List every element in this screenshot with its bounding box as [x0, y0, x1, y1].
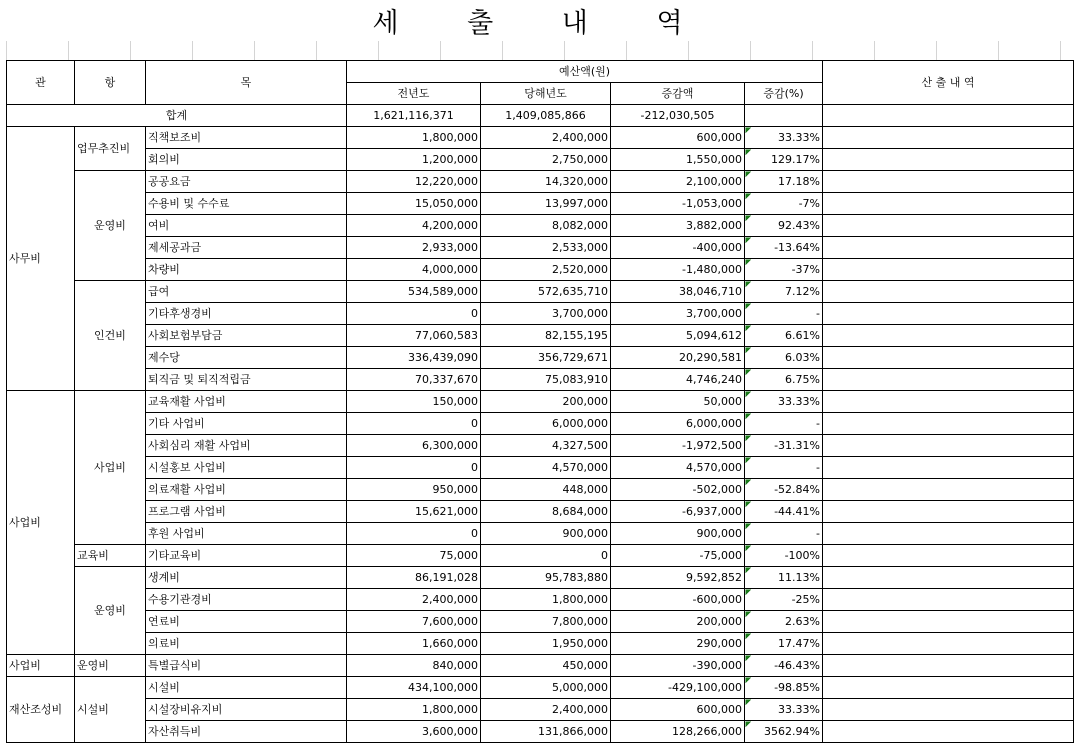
prev-year-cell[interactable]: 950,000: [347, 479, 481, 501]
basis-cell[interactable]: [823, 303, 1074, 325]
mok-cell[interactable]: 사회심리 재활 사업비: [146, 435, 347, 457]
mok-cell[interactable]: 제세공과금: [146, 237, 347, 259]
pct-cell[interactable]: 6.61%: [745, 325, 823, 347]
diff-cell[interactable]: 6,000,000: [611, 413, 745, 435]
prev-year-cell[interactable]: 0: [347, 303, 481, 325]
gwan-cell[interactable]: 사업비: [7, 655, 75, 677]
mok-cell[interactable]: 시설홍보 사업비: [146, 457, 347, 479]
pct-cell[interactable]: 11.13%: [745, 567, 823, 589]
table-row: [7, 413, 1074, 435]
basis-cell[interactable]: [823, 259, 1074, 281]
curr-year-cell[interactable]: 356,729,671: [481, 347, 611, 369]
mok-cell[interactable]: 프로그램 사업비: [146, 501, 347, 523]
curr-year-cell[interactable]: 3,700,000: [481, 303, 611, 325]
header-gwan[interactable]: 관: [7, 61, 75, 105]
mok-cell[interactable]: 특별급식비: [146, 655, 347, 677]
curr-year-cell[interactable]: 131,866,000: [481, 721, 611, 743]
diff-cell[interactable]: -1,972,500: [611, 435, 745, 457]
curr-year-cell[interactable]: 2,400,000: [481, 699, 611, 721]
basis-cell[interactable]: [823, 633, 1074, 655]
pct-cell[interactable]: 6.03%: [745, 347, 823, 369]
curr-year-cell[interactable]: 1,950,000: [481, 633, 611, 655]
table-row: [7, 171, 1074, 193]
basis-cell[interactable]: [823, 501, 1074, 523]
diff-cell[interactable]: 4,746,240: [611, 369, 745, 391]
prev-year-cell[interactable]: 15,050,000: [347, 193, 481, 215]
prev-year-cell[interactable]: 150,000: [347, 391, 481, 413]
prev-year-cell[interactable]: 1,800,000: [347, 699, 481, 721]
diff-cell[interactable]: 5,094,612: [611, 325, 745, 347]
prev-year-cell[interactable]: 12,220,000: [347, 171, 481, 193]
diff-cell[interactable]: -6,937,000: [611, 501, 745, 523]
pct-cell[interactable]: 7.12%: [745, 281, 823, 303]
diff-cell[interactable]: -75,000: [611, 545, 745, 567]
pct-cell[interactable]: -: [745, 523, 823, 545]
diff-cell[interactable]: 20,290,581: [611, 347, 745, 369]
mok-cell[interactable]: 수용기관경비: [146, 589, 347, 611]
diff-cell[interactable]: 600,000: [611, 127, 745, 149]
pct-cell[interactable]: 17.47%: [745, 633, 823, 655]
mok-cell[interactable]: 사회보험부담금: [146, 325, 347, 347]
curr-year-cell[interactable]: 8,684,000: [481, 501, 611, 523]
basis-cell[interactable]: [823, 457, 1074, 479]
table-row: [7, 677, 1074, 699]
spreadsheet-gridlines: [6, 41, 1079, 60]
curr-year-cell[interactable]: 450,000: [481, 655, 611, 677]
prev-year-cell[interactable]: 4,000,000: [347, 259, 481, 281]
diff-cell[interactable]: -429,100,000: [611, 677, 745, 699]
mok-cell[interactable]: 후원 사업비: [146, 523, 347, 545]
diff-cell[interactable]: 200,000: [611, 611, 745, 633]
table-row: [7, 347, 1074, 369]
basis-cell[interactable]: [823, 127, 1074, 149]
mok-cell[interactable]: 연료비: [146, 611, 347, 633]
prev-year-cell[interactable]: 2,400,000: [347, 589, 481, 611]
mok-cell[interactable]: 시설비: [146, 677, 347, 699]
prev-year-cell[interactable]: 0: [347, 413, 481, 435]
header-budget[interactable]: 예산액(원): [347, 61, 823, 83]
basis-cell[interactable]: [823, 435, 1074, 457]
hang-cell[interactable]: 운영비: [75, 567, 146, 655]
diff-cell[interactable]: 38,046,710: [611, 281, 745, 303]
total-pct[interactable]: [745, 105, 823, 127]
prev-year-cell[interactable]: 434,100,000: [347, 677, 481, 699]
total-diff[interactable]: -212,030,505: [611, 105, 745, 127]
table-row: [7, 281, 1074, 303]
diff-cell[interactable]: 2,100,000: [611, 171, 745, 193]
basis-cell[interactable]: [823, 237, 1074, 259]
diff-cell[interactable]: 9,592,852: [611, 567, 745, 589]
diff-cell[interactable]: -600,000: [611, 589, 745, 611]
diff-cell[interactable]: 1,550,000: [611, 149, 745, 171]
diff-cell[interactable]: -1,053,000: [611, 193, 745, 215]
diff-cell[interactable]: 900,000: [611, 523, 745, 545]
diff-cell[interactable]: 128,266,000: [611, 721, 745, 743]
mok-cell[interactable]: 기타후생경비: [146, 303, 347, 325]
curr-year-cell[interactable]: 75,083,910: [481, 369, 611, 391]
mok-cell[interactable]: 기타교육비: [146, 545, 347, 567]
mok-cell[interactable]: 차량비: [146, 259, 347, 281]
prev-year-cell[interactable]: 336,439,090: [347, 347, 481, 369]
hang-cell[interactable]: 운영비: [75, 655, 146, 677]
diff-cell[interactable]: 50,000: [611, 391, 745, 413]
table-row: [7, 215, 1074, 237]
mok-cell[interactable]: 수용비 및 수수료: [146, 193, 347, 215]
pct-cell[interactable]: -44.41%: [745, 501, 823, 523]
table-row: [7, 149, 1074, 171]
curr-year-cell[interactable]: 14,320,000: [481, 171, 611, 193]
pct-cell[interactable]: 33.33%: [745, 699, 823, 721]
basis-cell[interactable]: [823, 171, 1074, 193]
table-row: [7, 589, 1074, 611]
mok-cell[interactable]: 교육재활 사업비: [146, 391, 347, 413]
curr-year-cell[interactable]: 2,533,000: [481, 237, 611, 259]
total-row: [7, 105, 1074, 127]
pct-cell[interactable]: 33.33%: [745, 127, 823, 149]
pct-cell[interactable]: -98.85%: [745, 677, 823, 699]
header-hang[interactable]: 항: [75, 61, 146, 105]
gwan-cell[interactable]: 사업비: [7, 391, 75, 655]
curr-year-cell[interactable]: 13,997,000: [481, 193, 611, 215]
basis-cell[interactable]: [823, 149, 1074, 171]
basis-cell[interactable]: [823, 369, 1074, 391]
prev-year-cell[interactable]: 4,200,000: [347, 215, 481, 237]
header-mok[interactable]: 목: [146, 61, 347, 105]
mok-cell[interactable]: 시설장비유지비: [146, 699, 347, 721]
curr-year-cell[interactable]: 1,800,000: [481, 589, 611, 611]
prev-year-cell[interactable]: 1,800,000: [347, 127, 481, 149]
pct-cell[interactable]: -: [745, 457, 823, 479]
curr-year-cell[interactable]: 82,155,195: [481, 325, 611, 347]
prev-year-cell[interactable]: 86,191,028: [347, 567, 481, 589]
mok-cell[interactable]: 자산취득비: [146, 721, 347, 743]
table-row: [7, 611, 1074, 633]
gwan-cell[interactable]: 재산조성비: [7, 677, 75, 743]
hang-cell[interactable]: 업무추진비: [75, 127, 146, 171]
curr-year-cell[interactable]: 2,750,000: [481, 149, 611, 171]
expenditure-table: [6, 60, 1074, 743]
gwan-cell[interactable]: 사무비: [7, 127, 75, 391]
pct-cell[interactable]: -52.84%: [745, 479, 823, 501]
curr-year-cell[interactable]: 572,635,710: [481, 281, 611, 303]
pct-cell[interactable]: -100%: [745, 545, 823, 567]
header-diff[interactable]: 증감액: [611, 83, 745, 105]
table-row: [7, 435, 1074, 457]
basis-cell[interactable]: [823, 347, 1074, 369]
basis-cell[interactable]: [823, 545, 1074, 567]
pct-cell[interactable]: 92.43%: [745, 215, 823, 237]
table-row: [7, 391, 1074, 413]
table-row: [7, 523, 1074, 545]
prev-year-cell[interactable]: 1,200,000: [347, 149, 481, 171]
mok-cell[interactable]: 공공요금: [146, 171, 347, 193]
hang-cell[interactable]: 시설비: [75, 677, 146, 743]
mok-cell[interactable]: 의료비: [146, 633, 347, 655]
curr-year-cell[interactable]: 4,327,500: [481, 435, 611, 457]
table-row: [7, 721, 1074, 743]
page-title: 세 출 내 역: [372, 8, 713, 39]
curr-year-cell[interactable]: 900,000: [481, 523, 611, 545]
prev-year-cell[interactable]: 534,589,000: [347, 281, 481, 303]
total-curr[interactable]: 1,409,085,866: [481, 105, 611, 127]
curr-year-cell[interactable]: 4,570,000: [481, 457, 611, 479]
basis-cell[interactable]: [823, 391, 1074, 413]
diff-cell[interactable]: 4,570,000: [611, 457, 745, 479]
mok-cell[interactable]: 직책보조비: [146, 127, 347, 149]
mok-cell[interactable]: 생계비: [146, 567, 347, 589]
table-row: [7, 501, 1074, 523]
mok-cell[interactable]: 기타 사업비: [146, 413, 347, 435]
table-row: [7, 193, 1074, 215]
pct-cell[interactable]: 6.75%: [745, 369, 823, 391]
prev-year-cell[interactable]: 2,933,000: [347, 237, 481, 259]
prev-year-cell[interactable]: 840,000: [347, 655, 481, 677]
hang-cell[interactable]: 교육비: [75, 545, 146, 567]
diff-cell[interactable]: -400,000: [611, 237, 745, 259]
curr-year-cell[interactable]: 5,000,000: [481, 677, 611, 699]
mok-cell[interactable]: 여비: [146, 215, 347, 237]
pct-cell[interactable]: -31.31%: [745, 435, 823, 457]
table-row: [7, 567, 1074, 589]
prev-year-cell[interactable]: 75,000: [347, 545, 481, 567]
hang-cell[interactable]: 인건비: [75, 281, 146, 391]
table-row: [7, 699, 1074, 721]
basis-cell[interactable]: [823, 193, 1074, 215]
pct-cell[interactable]: -46.43%: [745, 655, 823, 677]
pct-cell[interactable]: -: [745, 413, 823, 435]
table-row: [7, 237, 1074, 259]
diff-cell[interactable]: -502,000: [611, 479, 745, 501]
basis-cell[interactable]: [823, 413, 1074, 435]
prev-year-cell[interactable]: 77,060,583: [347, 325, 481, 347]
basis-cell[interactable]: [823, 523, 1074, 545]
curr-year-cell[interactable]: 200,000: [481, 391, 611, 413]
prev-year-cell[interactable]: 3,600,000: [347, 721, 481, 743]
hang-cell[interactable]: 사업비: [75, 391, 146, 545]
diff-cell[interactable]: 3,700,000: [611, 303, 745, 325]
curr-year-cell[interactable]: 2,520,000: [481, 259, 611, 281]
prev-year-cell[interactable]: 70,337,670: [347, 369, 481, 391]
table-row: [7, 457, 1074, 479]
basis-cell[interactable]: [823, 589, 1074, 611]
prev-year-cell[interactable]: 0: [347, 457, 481, 479]
table-row: [7, 545, 1074, 567]
pct-cell[interactable]: 129.17%: [745, 149, 823, 171]
mok-cell[interactable]: 회의비: [146, 149, 347, 171]
table-row: [7, 479, 1074, 501]
curr-year-cell[interactable]: 0: [481, 545, 611, 567]
basis-cell[interactable]: [823, 567, 1074, 589]
mok-cell[interactable]: 퇴직금 및 퇴직적립금: [146, 369, 347, 391]
pct-cell[interactable]: 17.18%: [745, 171, 823, 193]
basis-cell[interactable]: [823, 699, 1074, 721]
prev-year-cell[interactable]: 7,600,000: [347, 611, 481, 633]
basis-cell[interactable]: [823, 479, 1074, 501]
prev-year-cell[interactable]: 15,621,000: [347, 501, 481, 523]
header-pct[interactable]: 증감(%): [745, 83, 823, 105]
curr-year-cell[interactable]: 95,783,880: [481, 567, 611, 589]
pct-cell[interactable]: -: [745, 303, 823, 325]
diff-cell[interactable]: 290,000: [611, 633, 745, 655]
header-curr-year[interactable]: 당해년도: [481, 83, 611, 105]
table-row: [7, 259, 1074, 281]
prev-year-cell[interactable]: 1,660,000: [347, 633, 481, 655]
mok-cell[interactable]: 급여: [146, 281, 347, 303]
basis-cell[interactable]: [823, 655, 1074, 677]
total-label[interactable]: 합계: [7, 105, 347, 127]
diff-cell[interactable]: 3,882,000: [611, 215, 745, 237]
diff-cell[interactable]: -1,480,000: [611, 259, 745, 281]
prev-year-cell[interactable]: 6,300,000: [347, 435, 481, 457]
curr-year-cell[interactable]: 448,000: [481, 479, 611, 501]
total-prev[interactable]: 1,621,116,371: [347, 105, 481, 127]
pct-cell[interactable]: -13.64%: [745, 237, 823, 259]
mok-cell[interactable]: 제수당: [146, 347, 347, 369]
curr-year-cell[interactable]: 8,082,000: [481, 215, 611, 237]
basis-cell[interactable]: [823, 721, 1074, 743]
diff-cell[interactable]: -390,000: [611, 655, 745, 677]
table-row: [7, 633, 1074, 655]
table-row: [7, 303, 1074, 325]
pct-cell[interactable]: -37%: [745, 259, 823, 281]
prev-year-cell[interactable]: 0: [347, 523, 481, 545]
basis-cell[interactable]: [823, 677, 1074, 699]
table-row: [7, 655, 1074, 677]
mok-cell[interactable]: 의료재활 사업비: [146, 479, 347, 501]
total-basis[interactable]: [823, 105, 1074, 127]
pct-cell[interactable]: 2.63%: [745, 611, 823, 633]
basis-cell[interactable]: [823, 215, 1074, 237]
header-prev-year[interactable]: 전년도: [347, 83, 481, 105]
hang-cell[interactable]: 운영비: [75, 171, 146, 281]
basis-cell[interactable]: [823, 325, 1074, 347]
curr-year-cell[interactable]: 2,400,000: [481, 127, 611, 149]
diff-cell[interactable]: 600,000: [611, 699, 745, 721]
table-row: [7, 127, 1074, 149]
table-row: [7, 325, 1074, 347]
pct-cell[interactable]: -25%: [745, 589, 823, 611]
pct-cell[interactable]: 33.33%: [745, 391, 823, 413]
basis-cell[interactable]: [823, 611, 1074, 633]
table-row: [7, 369, 1074, 391]
pct-cell[interactable]: -7%: [745, 193, 823, 215]
curr-year-cell[interactable]: 6,000,000: [481, 413, 611, 435]
pct-cell[interactable]: 3562.94%: [745, 721, 823, 743]
curr-year-cell[interactable]: 7,800,000: [481, 611, 611, 633]
basis-cell[interactable]: [823, 281, 1074, 303]
header-basis[interactable]: 산 출 내 역: [823, 61, 1074, 105]
